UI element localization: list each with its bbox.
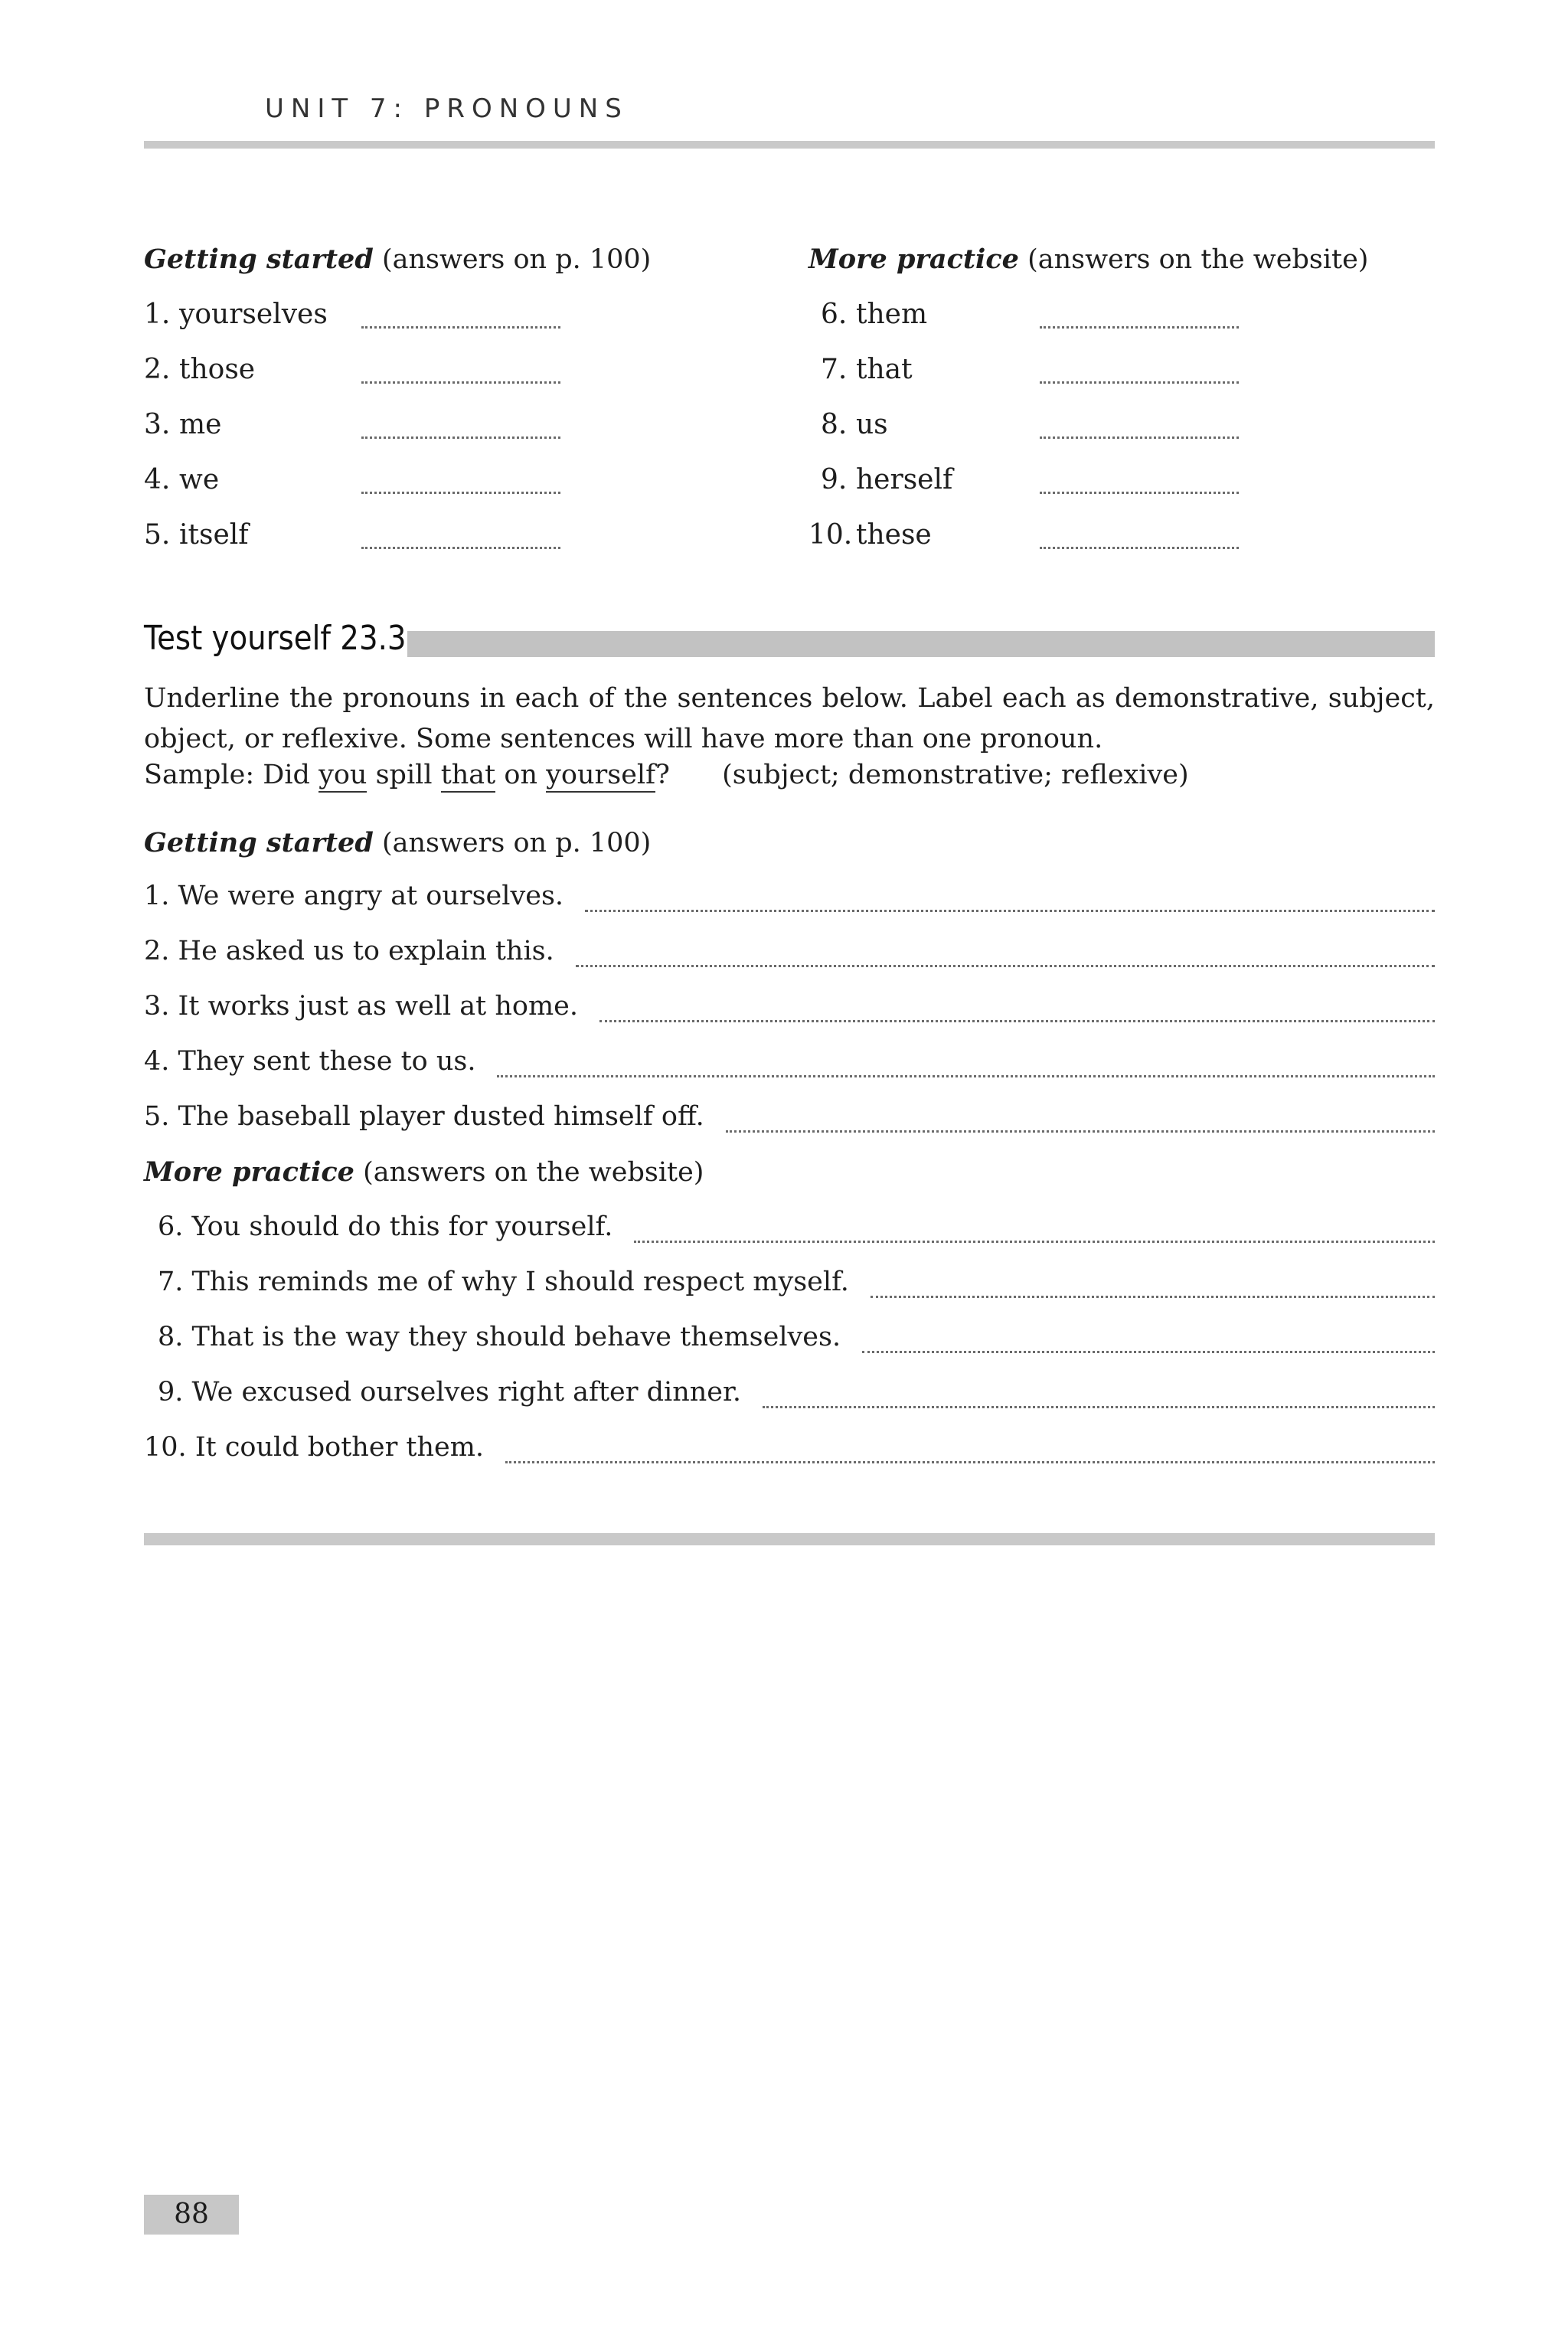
item-number: 8. [821,409,848,440]
getting-started-heading [144,827,651,858]
sample-prefix: Sample: Did [144,760,310,790]
sample-text: spill [375,760,433,790]
sentence-text [158,1211,634,1243]
sentence-body: We excused ourselves right after dinner. [191,1377,742,1408]
sentence-row [144,936,1435,967]
item-word: these [856,519,932,551]
sentence-row [158,1211,1435,1243]
sentence-body: That is the way they should behave themselves. [191,1322,841,1352]
sentence-body: He asked us to explain this. [178,936,554,966]
sentence-text [144,881,585,912]
item-number: 9. [821,464,848,495]
item-number: 5. [144,519,171,551]
sentence-row [144,1046,1435,1077]
item-word: we [179,464,220,495]
answer-line[interactable] [763,1406,1435,1408]
getting-started-heading-top [144,244,651,275]
word-item [144,354,255,385]
sentence-text [158,1377,763,1408]
sentence-text [158,1322,862,1353]
item-word: that [856,354,913,385]
sentence-number: 2. [144,936,170,966]
sample-pronoun: you [318,760,367,793]
item-number: 3. [144,409,171,440]
item-word: me [179,409,222,440]
sentence-number: 6. [158,1211,184,1242]
more-practice-note: (answers on the website) [1027,244,1369,275]
more-practice-title: More practice [808,244,1019,275]
getting-started-note: (answers on p. 100) [381,828,652,858]
answer-line[interactable] [1040,436,1239,439]
answer-line[interactable] [505,1461,1435,1463]
word-item [821,354,913,385]
word-item [144,519,249,551]
sample-pronoun: yourself [546,760,655,793]
section-title: Test yourself 23.3 [144,619,407,658]
sentence-body: It works just as well at home. [178,991,579,1022]
sentence-text [144,1432,505,1463]
answer-line[interactable] [1040,547,1239,549]
sample-answer: (subject; demonstrative; reflexive) [722,760,1189,790]
answer-line[interactable] [361,436,560,439]
more-practice-heading-top [808,244,1368,275]
sentence-body: They sent these to us. [178,1046,476,1077]
word-item [144,409,221,440]
sentence-number: 3. [144,991,170,1022]
page-number: 88 [144,2195,239,2235]
sentence-row [158,1377,1435,1408]
item-word: us [856,409,888,440]
sentence-body: The baseball player dusted himself off. [178,1101,704,1132]
word-item [144,299,328,330]
sentence-text [144,991,599,1022]
word-item [808,519,932,551]
more-practice-note: (answers on the website) [363,1157,704,1188]
sentence-row [158,1267,1435,1298]
sentence-body: We were angry at ourselves. [178,881,564,911]
item-word: itself [179,519,249,551]
word-item [144,464,219,495]
sentence-text [144,936,576,967]
sentence-number: 1. [144,881,170,911]
getting-started-note: (answers on p. 100) [381,244,652,275]
item-number: 4. [144,464,171,495]
item-word: herself [856,464,953,495]
item-number: 1. [144,299,171,330]
sentence-text [144,1046,497,1077]
sentence-number: 9. [158,1377,184,1408]
sentence-body: It could bother them. [194,1432,485,1463]
answer-line[interactable] [634,1241,1435,1243]
answer-line[interactable] [361,381,560,384]
answer-line[interactable] [871,1296,1435,1298]
sentence-number: 10. [144,1432,187,1463]
answer-line[interactable] [1040,492,1239,494]
word-item [821,464,952,495]
item-word: those [179,354,256,385]
more-practice-heading [144,1156,704,1188]
sentence-body: This reminds me of why I should respect myself. [191,1267,849,1297]
instructions: Underline the pronouns in each of the sentences below. Label each as demonstrative, subject, object, or reflexive. Some sentences will have more than one pronoun. [144,683,1435,754]
answer-line[interactable] [585,910,1435,912]
sentence-number: 8. [158,1322,184,1352]
sentence-body: You should do this for yourself. [191,1211,613,1242]
sentence-number: 5. [144,1101,170,1132]
answer-line[interactable] [726,1130,1435,1133]
sentence-text [144,1101,726,1133]
answer-line[interactable] [576,965,1435,967]
sample-sentence [144,760,1189,790]
answer-line[interactable] [361,326,560,329]
getting-started-title: Getting started [144,244,374,275]
sentence-row [158,1322,1435,1353]
answer-line[interactable] [1040,381,1239,384]
item-number: 10. [808,519,853,551]
item-number: 7. [821,354,848,385]
sentence-row [144,881,1435,912]
section-title-bar [407,631,1435,657]
sentence-row [144,1101,1435,1133]
sentence-number: 4. [144,1046,170,1077]
more-practice-title: More practice [144,1156,354,1188]
sample-pronoun: that [441,760,496,793]
answer-line[interactable] [862,1351,1435,1353]
answer-line[interactable] [361,492,560,494]
sentence-number: 7. [158,1267,184,1297]
header-rule [144,141,1435,149]
getting-started-title: Getting started [144,827,374,858]
answer-line[interactable] [497,1075,1435,1077]
sample-suffix: ? [655,760,670,790]
item-number: 6. [821,299,848,330]
sentence-text [158,1267,871,1298]
sentence-row [144,1432,1435,1463]
section-end-rule [144,1533,1435,1545]
sentence-row [144,991,1435,1022]
answer-line[interactable] [1040,326,1239,329]
word-item [821,409,888,440]
sample-text: on [504,760,537,790]
answer-line[interactable] [599,1020,1435,1022]
item-word: yourselves [179,299,328,330]
item-number: 2. [144,354,171,385]
answer-line[interactable] [361,547,560,549]
unit-header: UNIT 7: PRONOUNS [265,93,629,124]
item-word: them [856,299,928,330]
word-item [821,299,927,330]
